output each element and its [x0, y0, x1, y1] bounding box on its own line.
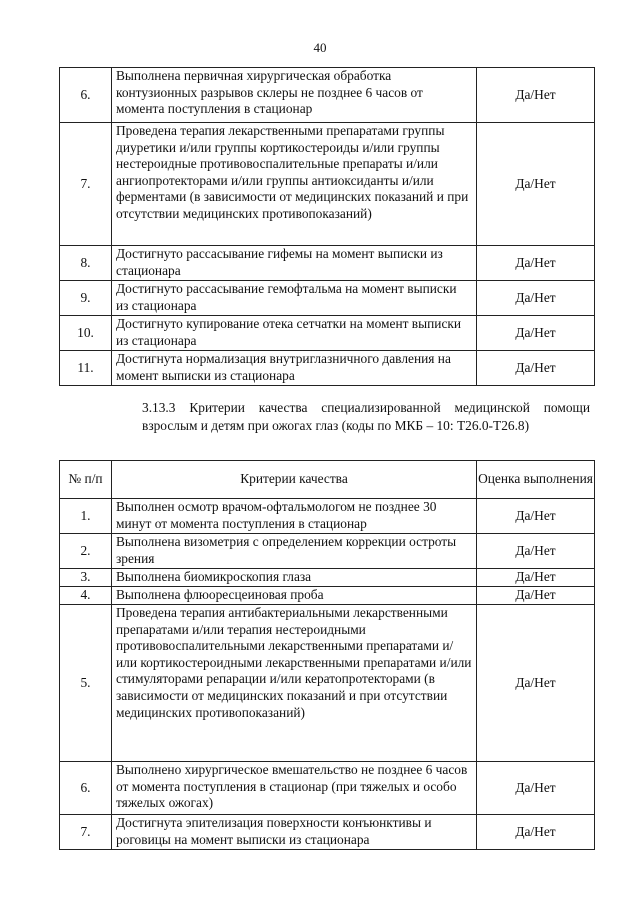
row-number: 6.	[60, 762, 112, 815]
evaluation-value: Да/Нет	[477, 281, 595, 316]
table-row	[60, 123, 595, 246]
table-header-row	[60, 461, 595, 499]
table-row	[60, 316, 595, 351]
evaluation-value: Да/Нет	[477, 499, 595, 534]
criterion-text: Выполнено хирургическое вмешательство не позднее 6 часов от момента поступления в стационар (при тяжелых и особо тяжелых ожогах)	[112, 762, 477, 815]
table-row	[60, 281, 595, 316]
column-header-evaluation: Оценка выполнения	[477, 461, 595, 499]
evaluation-value: Да/Нет	[477, 587, 595, 605]
criterion-text: Проведена терапия антибактериальными лекарственными препаратами и/или терапия нестероидными противовоспалительными лекарственными препаратами и/или кортикостероидными лекарственными препаратами и/или стимуляторами репарации и/или кератопротекторами (в зависимости от медицинских показаний и при отсутствии медицинских противопоказаний)	[112, 605, 477, 762]
row-number: 3.	[60, 569, 112, 587]
row-number: 11.	[60, 351, 112, 386]
evaluation-value: Да/Нет	[477, 569, 595, 587]
evaluation-value: Да/Нет	[477, 68, 595, 123]
row-number: 7.	[60, 815, 112, 850]
criterion-text: Проведена терапия лекарственными препаратами группы диуретики и/или группы кортикостероиды и/или группы нестероидные противовоспалительные препараты и/или ангиопротекторами и/или группы антиоксиданты и/или ферментами (в зависимости от медицинских показаний и при отсутствии медицинских противопоказаний)	[112, 123, 477, 246]
table-row	[60, 534, 595, 569]
row-number: 9.	[60, 281, 112, 316]
row-number: 6.	[60, 68, 112, 123]
table-row	[60, 762, 595, 815]
row-number: 7.	[60, 123, 112, 246]
table-row	[60, 351, 595, 386]
criterion-text: Выполнена первичная хирургическая обработка контузионных разрывов склеры не позднее 6 часов от момента поступления в стационар	[112, 68, 477, 123]
evaluation-value: Да/Нет	[477, 534, 595, 569]
evaluation-value: Да/Нет	[477, 762, 595, 815]
row-number: 10.	[60, 316, 112, 351]
page-number: 40	[313, 40, 327, 55]
criteria-table-continued	[59, 67, 595, 386]
criterion-text: Достигнута эпителизация поверхности конъюнктивы и роговицы на момент выписки из стационара	[112, 815, 477, 850]
column-header-number: № п/п	[60, 461, 112, 499]
criterion-text: Выполнена визометрия с определением коррекции остроты зрения	[112, 534, 477, 569]
evaluation-value: Да/Нет	[477, 351, 595, 386]
table-row	[60, 569, 595, 587]
criterion-text: Выполнена биомикроскопия глаза	[112, 569, 477, 587]
section-heading: 3.13.3 Критерии качества специализированной медицинской помощи взрослым и детям при ожогах глаз (коды по МКБ – 10: Т26.0-Т26.8)	[142, 400, 590, 433]
criterion-text: Достигнуто рассасывание гемофтальма на момент выписки из стационара	[112, 281, 477, 316]
column-header-criteria: Критерии качества	[112, 461, 477, 499]
table-row	[60, 246, 595, 281]
table-row	[60, 815, 595, 850]
row-number: 4.	[60, 587, 112, 605]
table-row	[60, 587, 595, 605]
row-number: 1.	[60, 499, 112, 534]
evaluation-value: Да/Нет	[477, 123, 595, 246]
criterion-text: Выполнена флюоресцеиновая проба	[112, 587, 477, 605]
table-row	[60, 499, 595, 534]
criterion-text: Достигнуто купирование отека сетчатки на момент выписки из стационара	[112, 316, 477, 351]
evaluation-value: Да/Нет	[477, 605, 595, 762]
evaluation-value: Да/Нет	[477, 815, 595, 850]
table-row	[60, 68, 595, 123]
burn-criteria-table	[59, 460, 595, 850]
row-number: 5.	[60, 605, 112, 762]
criterion-text: Достигнуто рассасывание гифемы на момент выписки из стационара	[112, 246, 477, 281]
evaluation-value: Да/Нет	[477, 316, 595, 351]
criterion-text: Выполнен осмотр врачом-офтальмологом не позднее 30 минут от момента поступления в стационар	[112, 499, 477, 534]
row-number: 8.	[60, 246, 112, 281]
table-row	[60, 605, 595, 762]
row-number: 2.	[60, 534, 112, 569]
evaluation-value: Да/Нет	[477, 246, 595, 281]
criterion-text: Достигнута нормализация внутриглазничного давления на момент выписки из стационара	[112, 351, 477, 386]
